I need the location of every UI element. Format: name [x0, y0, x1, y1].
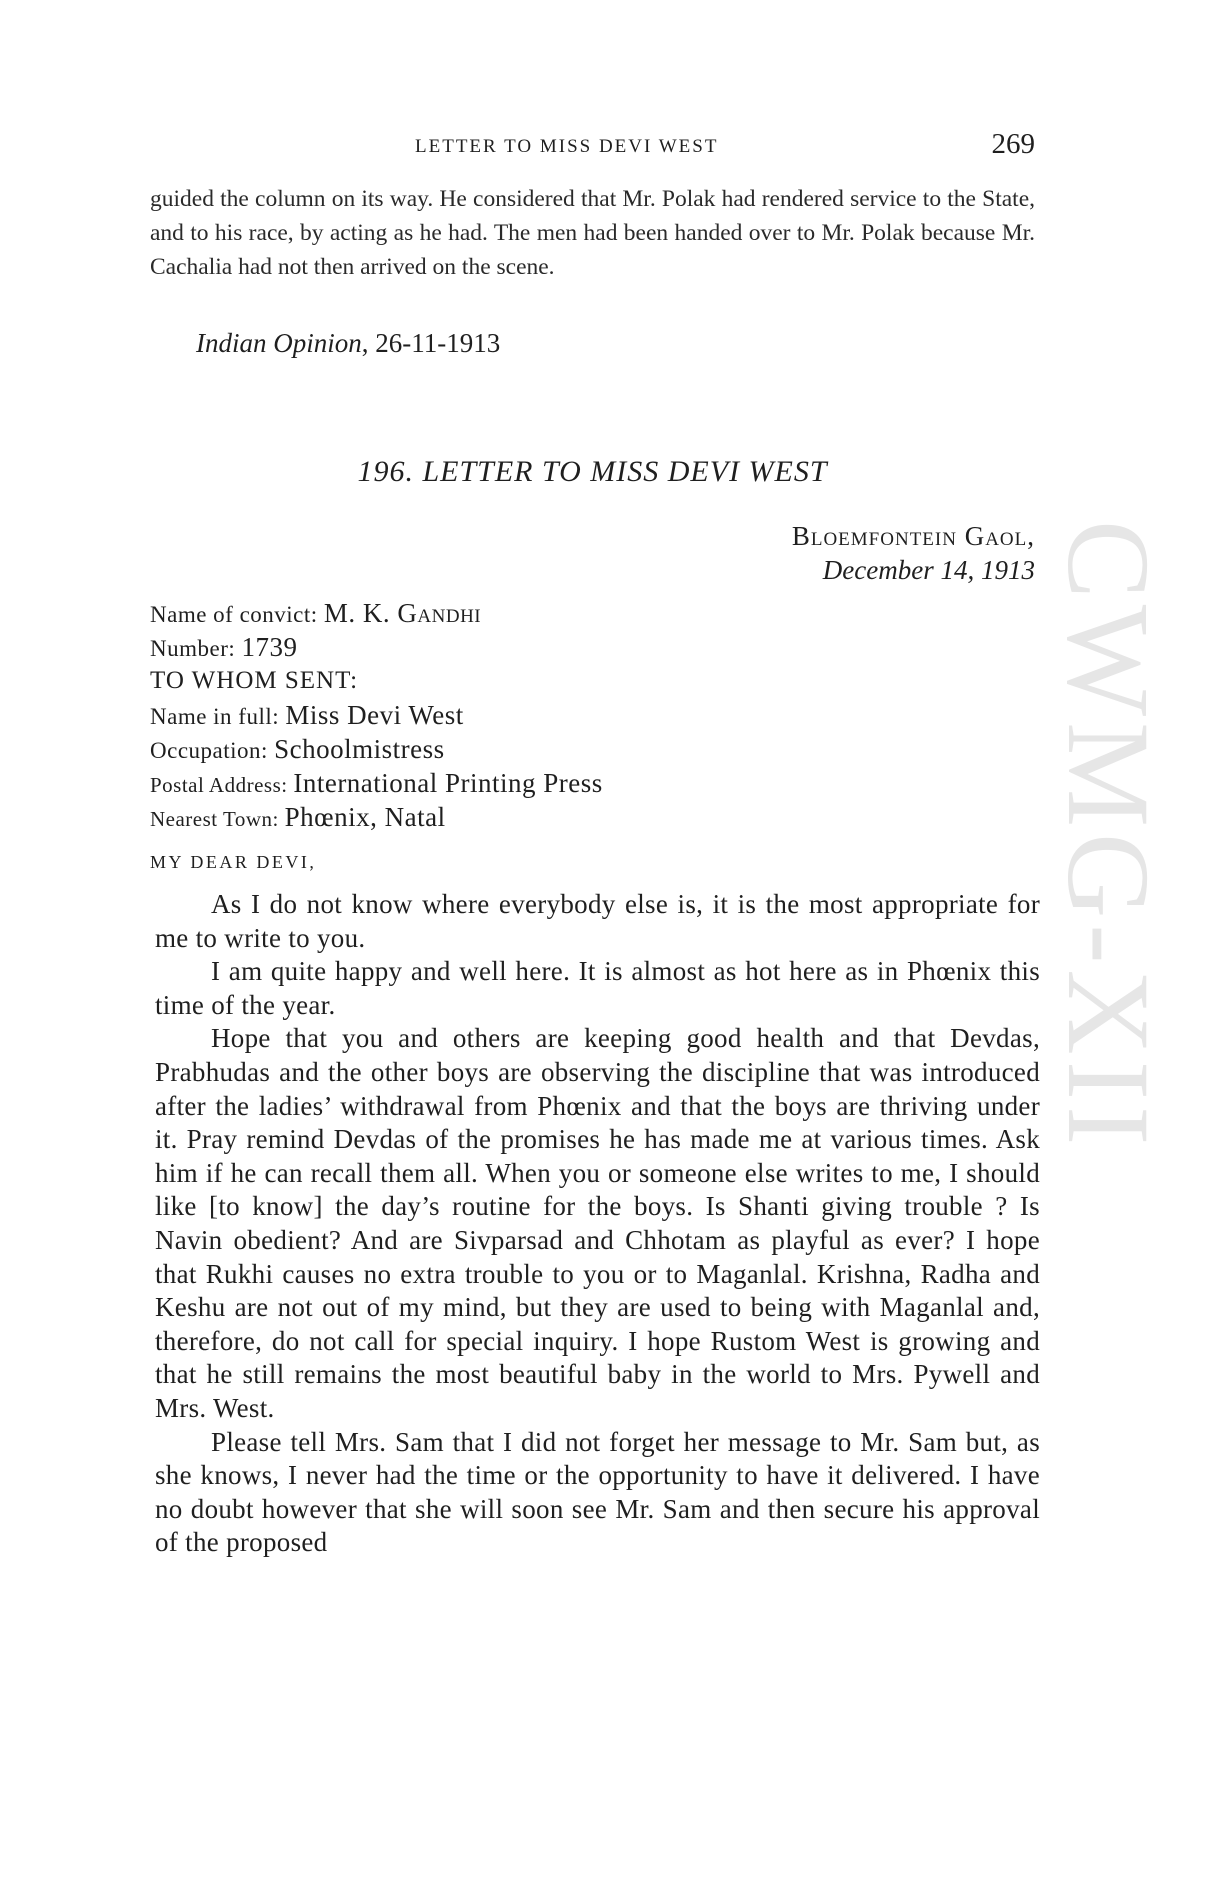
source-citation — [196, 328, 500, 359]
letter-place: Bloemfontein Gaol, — [791, 521, 1035, 551]
page-header — [150, 128, 1035, 168]
body-paragraph: Please tell Mrs. Sam that I did not forget her message to Mr. Sam but, as she knows, I never had the time or the opportunity to have it delivered. I have no doubt however that she will soon see Mr. Sam and then secure his approval of the proposed — [155, 1426, 1040, 1558]
form-value: Miss Devi West — [285, 700, 464, 730]
source-date: , 26-11-1913 — [361, 328, 501, 358]
form-row-number — [150, 630, 1035, 664]
watermark: CWMG-XII — [1043, 520, 1174, 1152]
body-paragraph: Hope that you and others are keeping good health and that Devdas, Prabhudas and the other boys are observing the discipline that was introduced after the ladies’ withdrawal from Phœnix and that the boys are thriving under it. Pray remind Devdas of the promises he has made me at various times. Ask him if he can recall them all. When you or someone else writes to me, I should like [to know] the day’s routine for the boys. Is Shanti giving trouble ? Is Navin obedient? And are Sivparsad and Chhotam as playful as ever? I hope that Rukhi causes no extra trouble to you or to Maganlal. Krishna, Radha and Keshu are not out of my mind, but they are used to being with Maganlal and, therefore, do not call for special inquiry. I hope Rustom West is growing and that he still remains the most beautiful baby in the world to Mrs. Pywell and Mrs. West. — [155, 1023, 1040, 1423]
form-value: 1739 — [241, 632, 298, 662]
form-label: Name of convict: — [150, 602, 324, 627]
form-label: Postal Address: — [150, 773, 294, 797]
salutation: MY DEAR DEVI, — [150, 852, 317, 872]
form-value: International Printing Press — [293, 768, 603, 798]
body-paragraph: I am quite happy and well here. It is almost as hot here as in Phœnix this time of the year. — [155, 956, 1040, 1020]
form-value: Phœnix, Natal — [284, 802, 446, 832]
running-title: LETTER TO MISS DEVI WEST — [415, 136, 719, 157]
form-value: M. K. Gandhi — [323, 598, 482, 628]
form-row-occupation — [150, 732, 1035, 766]
letter-body — [155, 888, 1040, 1560]
form-row-nearest-town — [150, 800, 1035, 834]
form-label: Occupation: — [150, 738, 275, 763]
form-label: Nearest Town: — [150, 807, 285, 831]
document-title: 196. LETTER TO MISS DEVI WEST — [357, 455, 828, 488]
form-label: Number: — [150, 636, 242, 661]
form-row-name-in-full — [150, 698, 1035, 732]
continued-paragraph: guided the column on its way. He considered that Mr. Polak had rendered service to the State, and to his race, by acting as he had. The men had been handed over to Mr. Polak because Mr. Cachalia had not then arrived on the scene. — [150, 186, 1035, 280]
convict-form — [150, 596, 1035, 834]
body-paragraph: As I do not know where everybody else is, it is the most appropriate for me to write to you. — [155, 889, 1040, 953]
form-heading: TO WHOM SENT: — [150, 667, 359, 694]
source-publication: Indian Opinion — [196, 328, 362, 358]
form-row-postal-address — [150, 766, 1035, 800]
form-label: Name in full: — [150, 704, 286, 729]
form-value: Schoolmistress — [274, 734, 445, 764]
letter-date: December 14, 1913 — [822, 555, 1035, 585]
page-number: 269 — [991, 128, 1035, 160]
form-row-convict-name — [150, 596, 1035, 630]
form-row-to-whom-sent — [150, 664, 1035, 698]
